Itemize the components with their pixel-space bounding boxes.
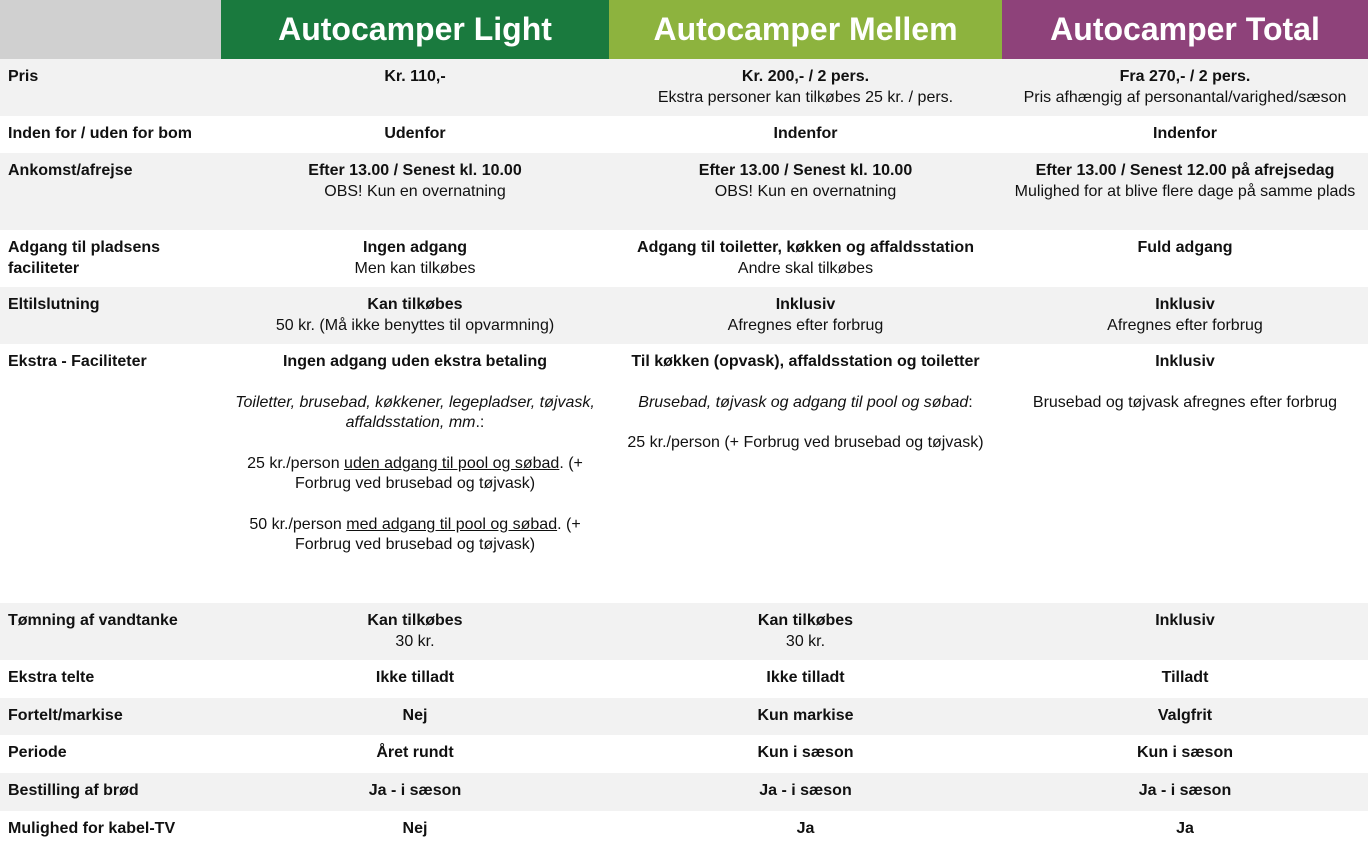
row-label: Inden for / uden for bom [8, 125, 192, 142]
cell-bold: Ikke tilladt [375, 669, 455, 686]
cell-text: Afregnes efter forbrug [727, 316, 884, 334]
row-pris [0, 59, 1368, 116]
row-el [0, 287, 1368, 344]
cell-bold: Ja - i sæson [759, 782, 852, 799]
cell-bold: Kan tilkøbes [367, 296, 463, 313]
cell-light [221, 603, 609, 660]
cell-mellem [609, 153, 1002, 230]
row-adgang [0, 230, 1368, 287]
cell-text: Pris afhængig af personantal/varighed/sæson [1023, 88, 1347, 106]
row-tv [0, 811, 1368, 848]
cell-total [1002, 603, 1368, 660]
cell-total [1002, 230, 1368, 287]
cell-light [221, 116, 609, 153]
row-label: Fortelt/markise [0, 698, 221, 735]
cell-total [1002, 59, 1368, 116]
cell-bold: Kun i sæson [757, 744, 854, 761]
cell-mellem [609, 660, 1002, 698]
cell-bold: Valgfrit [1157, 707, 1213, 724]
cell-total [1002, 735, 1368, 773]
row-label: Adgang til pladsens faciliteter [8, 239, 161, 277]
cell-bold: Ja - i sæson [1138, 782, 1232, 799]
cell-text: Afregnes efter forbrug [1107, 316, 1263, 334]
row-label: Bestilling af brød [0, 773, 221, 811]
cell-italic-suffix: .: [475, 414, 485, 431]
price-text: 50 kr./person [249, 515, 347, 533]
cell-bold: Ja - i sæson [368, 782, 462, 799]
cell-mellem [609, 773, 1002, 811]
cell-total [1002, 116, 1368, 153]
header-total: Autocamper Total [1002, 0, 1368, 59]
cell-bold: Ja [796, 820, 815, 837]
cell-mellem [609, 698, 1002, 735]
price-option-2 [227, 515, 603, 556]
cell-mellem [609, 59, 1002, 116]
cell-mellem [609, 735, 1002, 773]
row-label: Periode [8, 744, 67, 761]
cell-bold: Fuld adgang [1137, 239, 1233, 256]
cell-bold: Ingen adgang [363, 239, 467, 256]
cell-text: OBS! Kun en overnatning [324, 182, 506, 200]
cell-light [221, 287, 609, 344]
cell-bold: Nej [402, 707, 428, 724]
cell-bold: Inklusiv [1155, 353, 1215, 370]
row-bom [0, 116, 1368, 153]
cell-text: OBS! Kun en overnatning [714, 182, 897, 200]
cell-text: Ekstra personer kan tilkøbes 25 kr. / pers. [657, 88, 954, 106]
row-brod [0, 773, 1368, 811]
cell-text: Mulighed for at blive flere dage på samme plads [1014, 182, 1356, 200]
cell-total [1002, 287, 1368, 344]
row-label: Ekstra - Faciliteter [8, 353, 147, 370]
row-telte [0, 660, 1368, 698]
underlined-text: med adgang til pool og søbad [346, 515, 558, 533]
cell-bold: Udenfor [384, 125, 446, 142]
cell-text: 30 kr. [395, 632, 435, 650]
price-text: 25 kr./person [247, 454, 345, 472]
cell-bold: Efter 13.00 / Senest 12.00 på afrejsedag [1035, 162, 1335, 179]
cell-light [221, 660, 609, 698]
cell-total [1002, 344, 1368, 603]
cell-italic-line [227, 393, 603, 434]
cell-italic-suffix: : [968, 393, 973, 411]
cell-mellem [609, 811, 1002, 848]
cell-light [221, 153, 609, 230]
header-light: Autocamper Light [221, 0, 609, 59]
underlined-text: uden adgang til pool og søbad [344, 454, 560, 472]
cell-bold: Til køkken (opvask), affaldsstation og toiletter [631, 353, 980, 370]
price-option-1: 25 kr./person (+ Forbrug ved brusebad og tøjvask) [627, 434, 984, 451]
cell-bold: Indenfor [1153, 125, 1217, 142]
cell-italic: Brusebad, tøjvask og adgang til pool og søbad [638, 393, 969, 411]
row-vand [0, 603, 1368, 660]
row-ankomst [0, 153, 1368, 230]
cell-bold: Tilladt [1161, 669, 1209, 686]
cell-light [221, 59, 609, 116]
cell-light [221, 344, 609, 603]
cell-light [221, 735, 609, 773]
cell-bold: Efter 13.00 / Senest kl. 10.00 [698, 162, 913, 179]
row-label: Pris [0, 59, 221, 116]
cell-bold: Inklusiv [1155, 612, 1215, 629]
cell-bold: Indenfor [773, 125, 838, 142]
cell-total [1002, 773, 1368, 811]
header-row [0, 0, 1368, 59]
price-note: . (+ Forbrug ved brusebad og tøjvask) [294, 515, 581, 553]
cell-bold: Kun i sæson [1136, 744, 1233, 761]
cell-text: Brusebad og tøjvask afregnes efter forbrug [1032, 393, 1338, 411]
cell-total [1002, 698, 1368, 735]
row-label: Eltilslutning [0, 287, 221, 344]
cell-text: 50 kr. (Må ikke benyttes til opvarmning) [275, 316, 555, 334]
header-mellem: Autocamper Mellem [609, 0, 1002, 59]
cell-bold: Ja [1176, 820, 1194, 837]
row-label: Ankomst/afrejse [0, 153, 221, 230]
cell-italic: Toiletter, brusebad, køkkener, legepladser, tøjvask, affaldsstation, mm [235, 393, 595, 431]
cell-light [221, 230, 609, 287]
cell-bold: Efter 13.00 / Senest kl. 10.00 [308, 162, 522, 179]
cell-mellem [609, 344, 1002, 603]
row-label: Mulighed for kabel-TV [8, 820, 176, 837]
cell-total [1002, 660, 1368, 698]
cell-text: Men kan tilkøbes [354, 259, 476, 277]
cell-bold: Kan tilkøbes [757, 612, 854, 629]
cell-bold: Kr. 110,- [384, 68, 446, 85]
cell-light [221, 698, 609, 735]
cell-bold: Fra 270,- / 2 pers. [1119, 68, 1251, 85]
price-note: . (+ Forbrug ved brusebad og tøjvask) [294, 454, 583, 492]
cell-bold: Kan tilkøbes [367, 612, 463, 629]
cell-italic-line [615, 393, 996, 414]
cell-bold: Inklusiv [775, 296, 836, 313]
cell-mellem [609, 116, 1002, 153]
cell-text: Andre skal tilkøbes [737, 259, 874, 277]
cell-bold: Kun markise [757, 707, 854, 724]
cell-total [1002, 153, 1368, 230]
row-label: Ekstra telte [8, 669, 95, 686]
cell-bold: Ingen adgang uden ekstra betaling [282, 353, 548, 370]
cell-bold: Kr. 200,- / 2 pers. [741, 68, 870, 85]
price-option-1 [227, 454, 603, 495]
cell-bold: Nej [402, 820, 428, 837]
cell-bold: Ikke tilladt [766, 669, 845, 686]
cell-bold: Inklusiv [1155, 296, 1215, 313]
cell-text: 30 kr. [785, 632, 826, 650]
header-corner [0, 0, 221, 59]
cell-light [221, 773, 609, 811]
cell-total [1002, 811, 1368, 848]
cell-light [221, 811, 609, 848]
row-periode [0, 735, 1368, 773]
row-label: Tømning af vandtanke [0, 603, 221, 660]
row-ekstra [0, 344, 1368, 603]
cell-mellem [609, 287, 1002, 344]
row-fortelt [0, 698, 1368, 735]
cell-mellem [609, 230, 1002, 287]
cell-bold: Året rundt [376, 744, 454, 761]
cell-mellem [609, 603, 1002, 660]
cell-bold: Adgang til toiletter, køkken og affaldsstation [637, 239, 974, 256]
